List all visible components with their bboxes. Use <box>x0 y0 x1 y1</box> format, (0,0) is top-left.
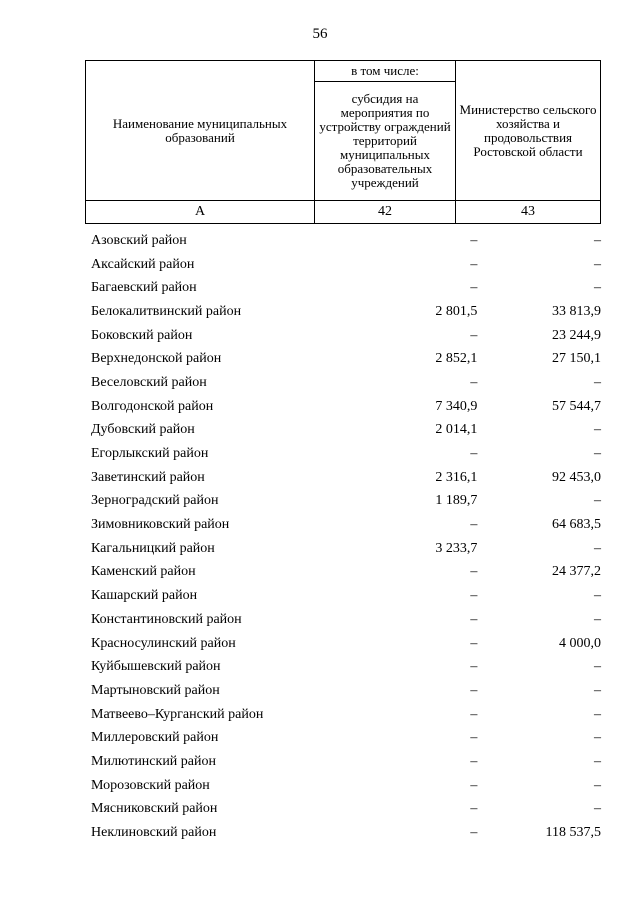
table-row <box>85 798 601 822</box>
column-number-43: 43 <box>456 201 601 224</box>
table-row <box>85 561 601 585</box>
row-value-42: – <box>470 256 478 272</box>
table-row <box>85 466 601 490</box>
row-name: Морозовский район <box>91 777 210 793</box>
table-row <box>85 490 601 514</box>
table-row <box>85 821 601 845</box>
row-value-42: – <box>470 801 478 817</box>
row-value-43: 24 377,2 <box>552 564 601 580</box>
row-value-42: – <box>470 753 478 769</box>
row-value-43: – <box>594 753 601 769</box>
row-value-43: – <box>594 493 601 509</box>
column-header-42: субсидия на мероприятия по устройству ограждений территорий муниципальных образовательных учреждений <box>315 82 456 201</box>
row-name: Зимовниковский район <box>91 517 230 533</box>
row-value-43: 118 537,5 <box>545 825 601 841</box>
row-value-43: 64 683,5 <box>552 517 601 533</box>
row-value-43: 33 813,9 <box>552 303 601 319</box>
row-value-43: – <box>594 801 601 817</box>
row-value-43: – <box>594 446 601 462</box>
row-value-42: – <box>470 446 478 462</box>
row-name: Константиновский район <box>91 611 242 627</box>
row-name: Заветинский район <box>91 469 205 485</box>
row-value-42: – <box>470 280 478 296</box>
row-value-42: – <box>470 517 478 533</box>
row-name: Кашарский район <box>91 588 198 604</box>
table-row <box>85 726 601 750</box>
row-value-42: – <box>470 588 478 604</box>
table-row <box>85 679 601 703</box>
row-value-43: – <box>594 422 601 438</box>
column-group-label: в том числе: <box>315 61 456 82</box>
table-row <box>85 632 601 656</box>
row-name: Милютинский район <box>91 753 217 769</box>
table-row <box>85 324 601 348</box>
row-name: Неклиновский район <box>91 825 217 841</box>
table-row <box>85 300 601 324</box>
row-name: Егорлыкский район <box>91 446 209 462</box>
row-value-42: 3 233,7 <box>435 540 478 556</box>
row-value-42: – <box>470 564 478 580</box>
row-value-42: 2 014,1 <box>435 422 478 438</box>
row-value-42: – <box>470 682 478 698</box>
row-value-43: 92 453,0 <box>552 469 601 485</box>
table-body <box>85 229 601 845</box>
row-value-42: – <box>470 825 478 841</box>
row-value-42: – <box>470 374 478 390</box>
table-row <box>85 253 601 277</box>
row-value-42: – <box>470 611 478 627</box>
row-value-43: – <box>594 256 601 272</box>
row-value-43: – <box>594 611 601 627</box>
column-number-42: 42 <box>315 201 456 224</box>
row-name: Азовский район <box>91 232 187 248</box>
row-value-43: – <box>594 280 601 296</box>
row-name: Кагальницкий район <box>91 540 215 556</box>
row-value-42: – <box>470 730 478 746</box>
table-row <box>85 750 601 774</box>
table-row <box>85 513 601 537</box>
row-name: Мясниковский район <box>91 801 218 817</box>
page-number: 56 <box>312 26 328 42</box>
row-name: Матвеево–Курганский район <box>91 706 264 722</box>
row-value-42: 2 801,5 <box>435 303 478 319</box>
row-value-42: 1 189,7 <box>435 493 478 509</box>
row-value-43: – <box>594 232 601 248</box>
row-value-42: – <box>470 327 478 343</box>
row-value-43: – <box>594 659 601 675</box>
row-name: Верхнедонской район <box>91 351 222 367</box>
row-name: Багаевский район <box>91 280 197 296</box>
row-value-43: – <box>594 777 601 793</box>
row-value-42: – <box>470 635 478 651</box>
row-value-42: – <box>470 777 478 793</box>
row-name: Аксайский район <box>91 256 195 272</box>
row-value-43: – <box>594 588 601 604</box>
table-row <box>85 655 601 679</box>
row-name: Белокалитвинский район <box>91 303 242 319</box>
table-row <box>85 347 601 371</box>
table-row <box>85 371 601 395</box>
row-name: Миллеровский район <box>91 730 219 746</box>
row-name: Куйбышевский район <box>91 659 221 675</box>
table-row <box>85 419 601 443</box>
row-value-42: 7 340,9 <box>435 398 478 414</box>
row-name: Каменский район <box>91 564 196 580</box>
table-row <box>85 229 601 253</box>
row-value-43: – <box>594 374 601 390</box>
row-value-42: – <box>470 706 478 722</box>
row-value-43: – <box>594 682 601 698</box>
row-name: Зерноградский район <box>91 493 219 509</box>
row-name: Волгодонской район <box>91 398 214 414</box>
table-header <box>85 60 601 224</box>
table-row <box>85 703 601 727</box>
table-row <box>85 395 601 419</box>
row-value-43: 4 000,0 <box>559 635 601 651</box>
row-name: Дубовский район <box>91 422 195 438</box>
row-value-43: – <box>594 540 601 556</box>
table-row <box>85 537 601 561</box>
row-value-42: – <box>470 232 478 248</box>
row-name: Боковский район <box>91 327 193 343</box>
row-value-42: 2 316,1 <box>435 469 478 485</box>
column-header-43: Министерство сельского хозяйства и продовольствия Ростовской области <box>456 61 601 201</box>
row-value-43: 57 544,7 <box>552 398 601 414</box>
column-number-a: А <box>86 201 315 224</box>
table-row <box>85 584 601 608</box>
table-row <box>85 442 601 466</box>
column-header-name: Наименование муниципальных образований <box>86 61 315 201</box>
table-row <box>85 276 601 300</box>
row-value-43: 27 150,1 <box>552 351 601 367</box>
row-name: Веселовский район <box>91 374 207 390</box>
row-value-42: 2 852,1 <box>435 351 478 367</box>
row-value-43: 23 244,9 <box>552 327 601 343</box>
table-row <box>85 608 601 632</box>
row-value-42: – <box>470 659 478 675</box>
row-value-43: – <box>594 706 601 722</box>
row-name: Красносулинский район <box>91 635 236 651</box>
row-value-43: – <box>594 730 601 746</box>
table-row <box>85 774 601 798</box>
row-name: Мартыновский район <box>91 682 220 698</box>
